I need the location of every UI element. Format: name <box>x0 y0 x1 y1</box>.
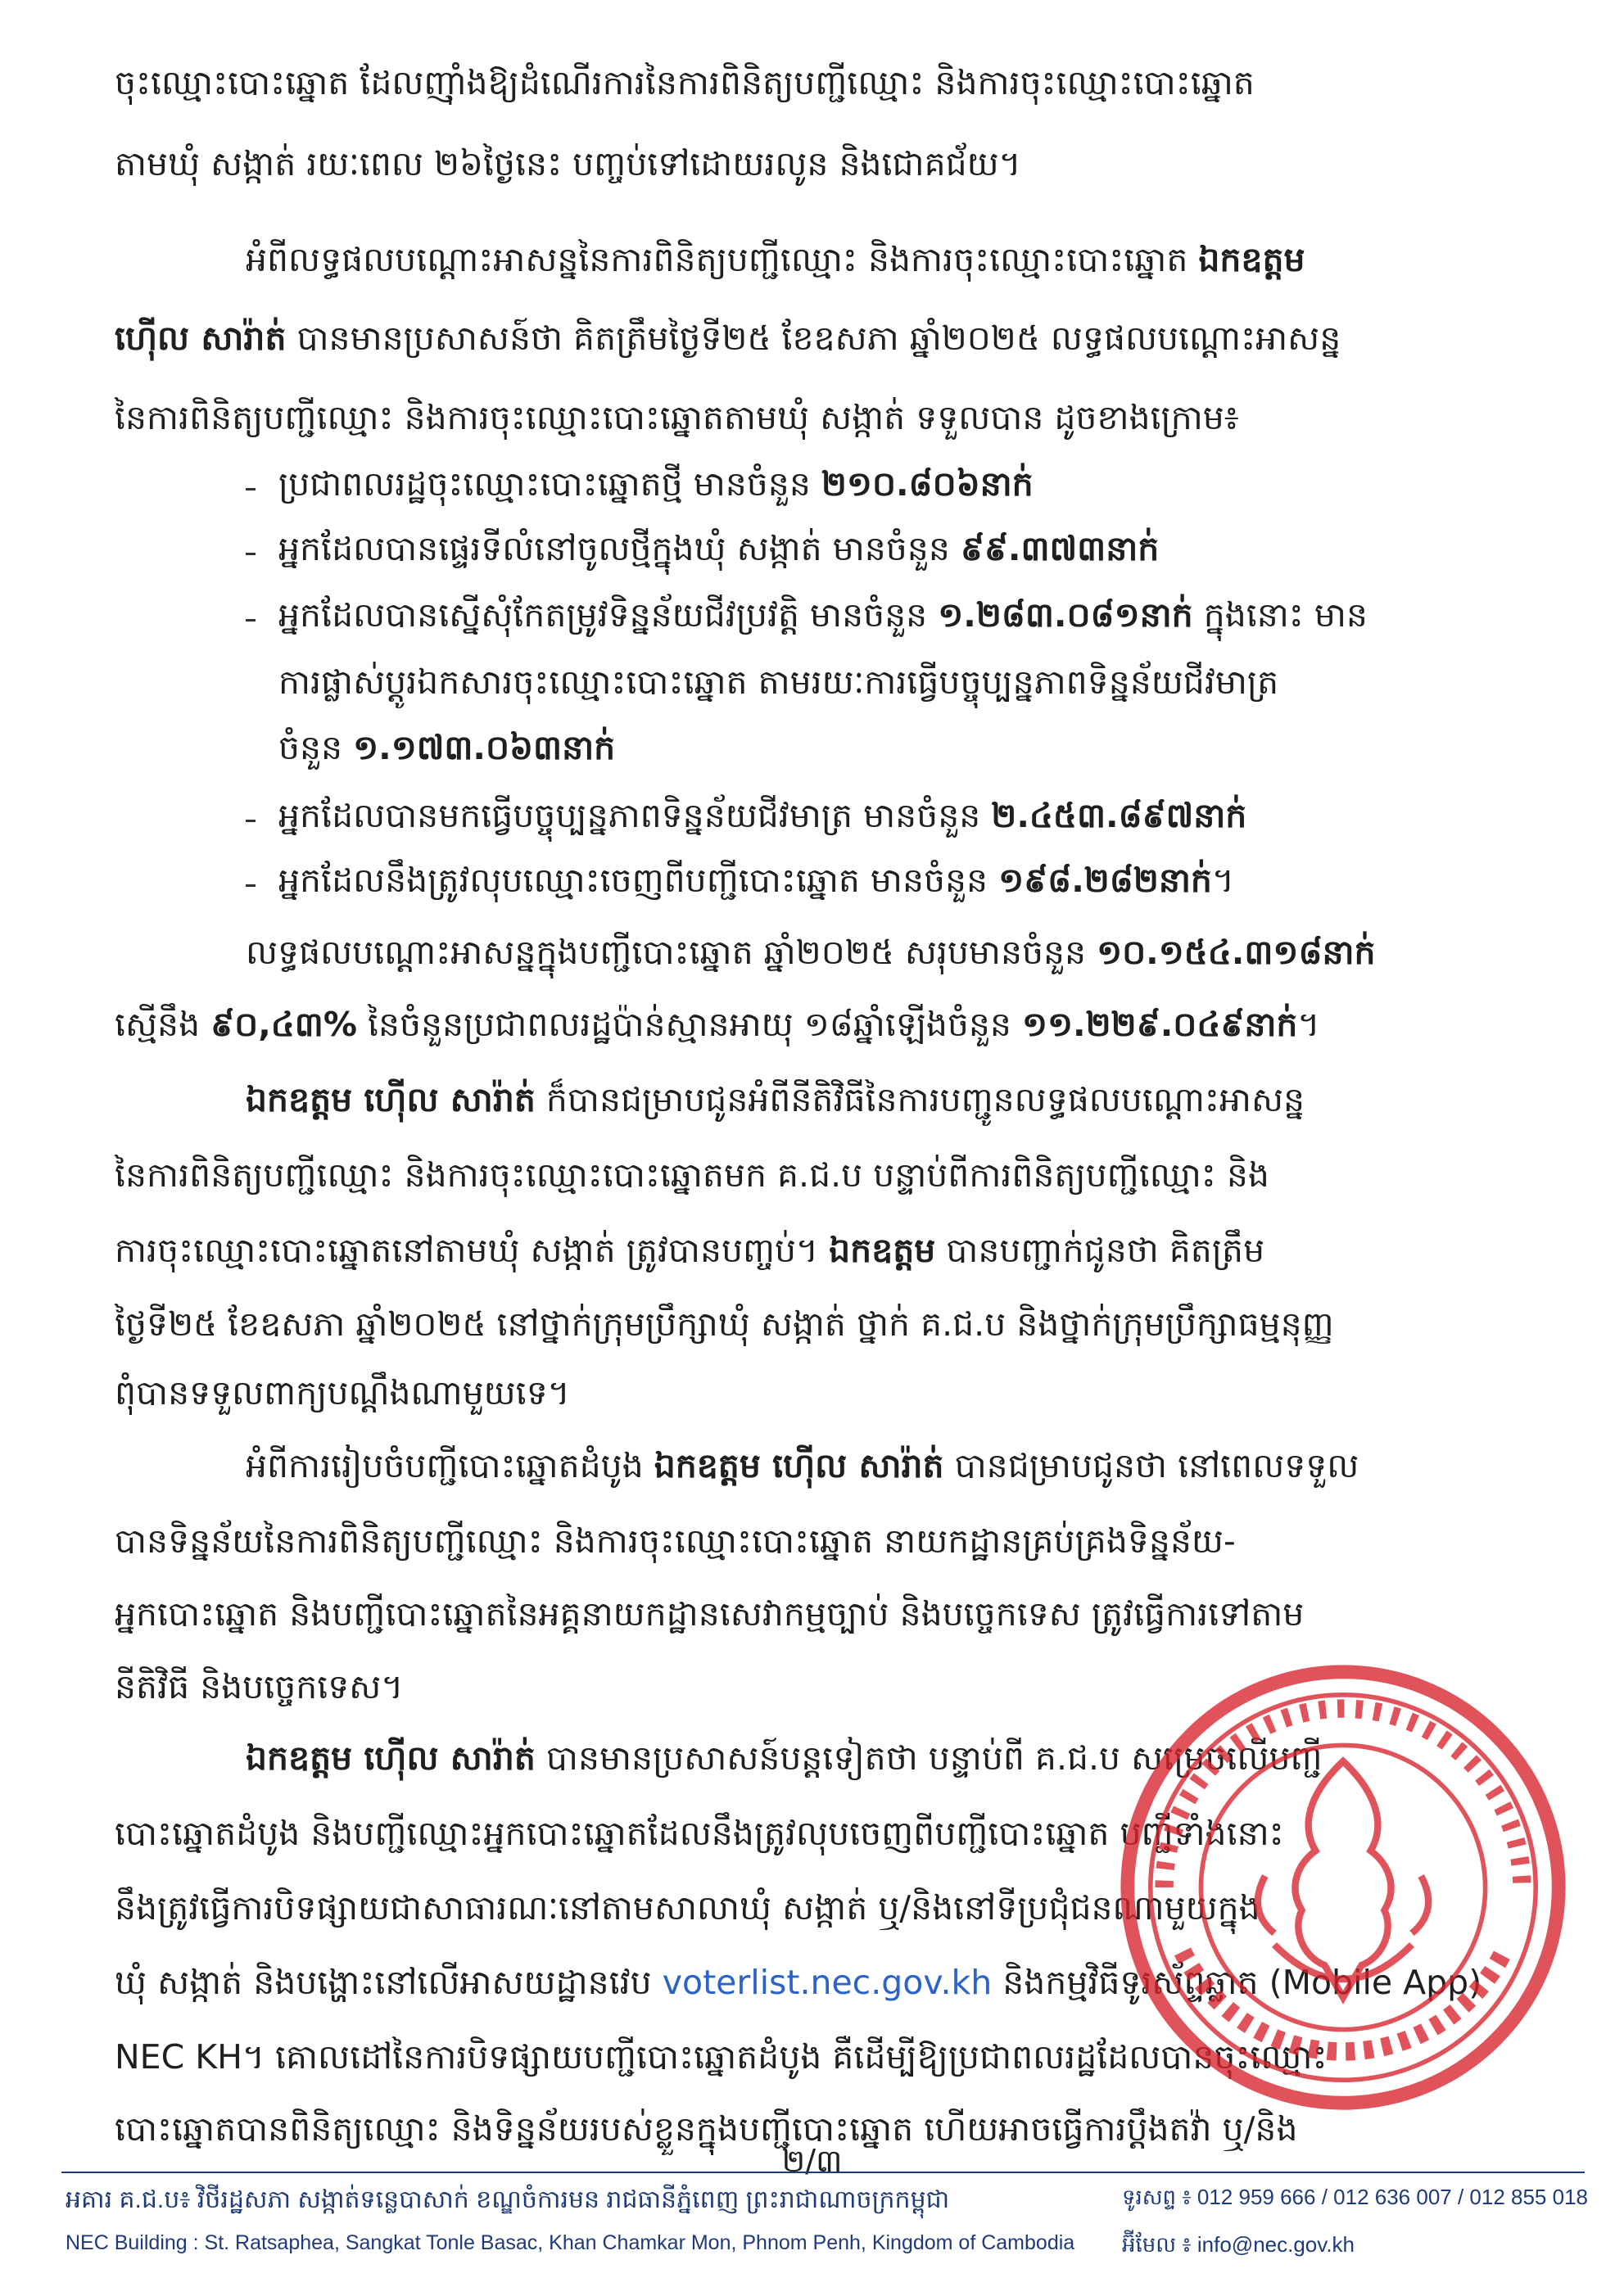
paragraph-line <box>115 1372 570 1414</box>
bullet-dash <box>246 884 256 887</box>
text-segment: ។ <box>1297 1005 1320 1044</box>
emphasis-text: ៩៩.៣៧៣នាក់ <box>960 529 1160 568</box>
emphasis-text: ឯកឧត្តម <box>1198 240 1305 279</box>
text-segment: អ្នកដែលបានផ្ទេរទីលំនៅចូលថ្មីក្នុងឃុំ សង្កាត់ មានចំនួន <box>278 529 961 568</box>
bullet-dash <box>246 553 256 555</box>
bullet-item-line <box>278 594 1368 636</box>
text-segment: អំពីលទ្ធផលបណ្ដោះអាសន្ននៃការពិនិត្យបញ្ជីឈ្មោះ និងការចុះឈ្មោះបោះឆ្នោត <box>246 240 1199 279</box>
paragraph-line <box>115 62 1255 104</box>
text-segment: ចុះឈ្មោះបោះឆ្នោត ដែលញ៉ាំងឱ្យដំណើរការនៃការពិនិត្យបញ្ជីឈ្មោះ និងការចុះឈ្មោះបោះឆ្នោត <box>115 63 1255 102</box>
text-segment: បោះឆ្នោតដំបូង និងបញ្ជីឈ្មោះអ្នកបោះឆ្នោតដែលនឹងត្រូវលុបចេញពីបញ្ជីបោះឆ្នោត បញ្ជីទាំងនោះ <box>115 1814 1284 1853</box>
text-segment: ពុំបានទទួលពាក្យបណ្ដឹងណាមួយទេ។ <box>115 1373 570 1412</box>
official-seal-icon <box>1114 1658 1572 2117</box>
text-segment: ក្នុងនោះ មាន <box>1192 595 1368 635</box>
paragraph-line <box>115 318 1341 359</box>
text-segment: និងកម្មវិធីទូរស័ព្ទឆ្លាត (Mobile App) <box>992 1963 1482 2002</box>
text-segment: នីតិវិធី និងបច្ចេកទេស។ <box>115 1667 404 1706</box>
bullet-item-line <box>278 795 1246 837</box>
bullet-item-line <box>278 860 1234 902</box>
emphasis-text: ឯកឧត្តម <box>829 1231 936 1270</box>
paragraph-line <box>278 662 1278 703</box>
bullet-dash <box>246 820 256 822</box>
text-segment: បោះឆ្នោតបានពិនិត្យឈ្មោះ និងទិន្នន័យរបស់ខ្លួនក្នុងបញ្ជីបោះឆ្នោត ហើយអាចធ្វើការប្ដឹងតវ៉ា ឬ/និង <box>115 2109 1298 2149</box>
paragraph-line <box>115 1155 1269 1196</box>
text-segment: ក៏បានជម្រាបជូនអំពីនីតិវិធីនៃការបញ្ជូនលទ្ធផលបណ្ដោះអាសន្ន <box>535 1080 1305 1119</box>
text-segment: បានជម្រាបជូនថា នៅពេលទទួល <box>943 1446 1359 1485</box>
text-segment: អ្នកបោះឆ្នោត និងបញ្ជីបោះឆ្នោតនៃអគ្គនាយកដ្ឋានសេវាកម្មច្បាប់ និងបច្ចេកទេស ត្រូវធ្វើការទៅតាម <box>115 1594 1305 1634</box>
text-segment: អ្នកដែលនឹងត្រូវលុបឈ្មោះចេញពីបញ្ជីបោះឆ្នោត មានចំនួន <box>278 861 999 900</box>
emphasis-text: ឯកឧត្តម ហ៊ើល សារ៉ាត់ <box>654 1446 944 1485</box>
paragraph-line <box>246 239 1305 281</box>
emphasis-text: ១.២៨៣.០៨១នាក់ <box>938 595 1193 635</box>
paragraph-line <box>246 1445 1359 1487</box>
paragraph-line <box>115 1887 1260 1929</box>
paragraph-line <box>278 727 615 769</box>
text-segment: បានទិន្នន័យនៃការពិនិត្យបញ្ជីឈ្មោះ និងការចុះឈ្មោះបោះឆ្នោត នាយកដ្ឋានគ្រប់គ្រងទិន្នន័យ- <box>115 1521 1236 1561</box>
text-segment: ប្រជាពលរដ្ឋចុះឈ្មោះបោះឆ្នោតថ្មី មានចំនួន <box>278 464 821 504</box>
emphasis-text: ១១.២២៩.០៤៩នាក់ <box>1021 1005 1298 1044</box>
text-segment: អំពីការរៀបចំបញ្ជីបោះឆ្នោតដំបូង <box>246 1446 654 1485</box>
footer-address-km: អគារ គ.ជ.ប៖ វិថីរដ្ឋសភា សង្កាត់ទន្លេបាសាក់ ខណ្ឌចំការមន រាជធានីភ្នំពេញ ព្រះរាជាណាចក្រកម្ពុជា <box>66 2186 950 2213</box>
text-segment: នឹងត្រូវធ្វើការបិទផ្សាយជាសាធារណៈនៅតាមសាលាឃុំ សង្កាត់ ឬ/និងនៅទីប្រជុំជនណាមួយក្នុង <box>115 1888 1260 1928</box>
text-segment: ការចុះឈ្មោះបោះឆ្នោតនៅតាមឃុំ សង្កាត់ ត្រូវបានបញ្ចប់។ <box>115 1231 830 1270</box>
emphasis-text: ១.១៧៣.០៦៣នាក់ <box>353 728 616 767</box>
text-segment: នៃការពិនិត្យបញ្ជីឈ្មោះ និងការចុះឈ្មោះបោះឆ្នោតមក គ.ជ.ប បន្ទាប់ពីការពិនិត្យបញ្ជីឈ្មោះ និង <box>115 1155 1269 1195</box>
paragraph-line <box>115 1813 1284 1855</box>
paragraph-line <box>246 932 1376 974</box>
text-segment: បានមានប្រសាសន៍ថា គិតត្រឹមថ្ងៃទី២៥ ខែឧសភា ឆ្នាំ២០២៥ លទ្ធផលបណ្ដោះអាសន្ន <box>286 319 1341 358</box>
text-segment: អ្នកដែលបានមកធ្វើបច្ចុប្បន្នភាពទិន្នន័យជីវមាត្រ មានចំនួន <box>278 796 992 835</box>
paragraph-line <box>115 143 1021 185</box>
emphasis-text: ១៩៨.២៨២នាក់ <box>998 861 1212 900</box>
paragraph-line <box>115 1004 1319 1046</box>
bullet-dash <box>246 488 256 490</box>
voterlist-link[interactable]: voterlist.nec.gov.kh <box>662 1963 993 2002</box>
emphasis-text: ៩០,៤៣% <box>210 1005 357 1044</box>
emphasis-text: ឯកឧត្តម ហ៊ើល សារ៉ាត់ <box>246 1080 536 1119</box>
text-segment: ថ្ងៃទី២៥ ខែឧសភា ឆ្នាំ២០២៥ នៅថ្នាក់ក្រុមប្រឹក្សាឃុំ សង្កាត់ ថ្នាក់ គ.ជ.ប និងថ្នាក់ក្រុមប្រឹក្សាធម្មនុញ្ញ <box>115 1304 1334 1344</box>
footer-divider <box>61 2172 1585 2173</box>
text-segment: អ្នកដែលបានស្នើសុំកែតម្រូវទិន្នន័យជីវប្រវត្តិ មានចំនួន <box>278 595 939 635</box>
bullet-item-line <box>278 463 1034 505</box>
text-segment: ការផ្លាស់ប្ដូរឯកសារចុះឈ្មោះបោះឆ្នោត តាមរយៈការធ្វើបច្ចុប្បន្នភាពទិន្នន័យជីវមាត្រ <box>278 662 1279 702</box>
text-segment: ស្មើនឹង <box>115 1005 211 1044</box>
footer-email: អ៊ីមែល ៖ info@nec.gov.kh <box>1122 2232 1355 2257</box>
text-segment: ។ <box>1211 861 1234 900</box>
footer-phone: ទូរសព្ទ ៖ 012 959 666 / 012 636 007 / 012 855 018 <box>1122 2185 1588 2209</box>
emphasis-text: ១០.១៥៤.៣១៨នាក់ <box>1097 933 1376 972</box>
footer-address-en: NEC Building : St. Ratsaphea, Sangkat Tonle Basac, Khan Chamkar Mon, Phnom Penh, Kingdom of Cambodia <box>66 2231 1075 2254</box>
emphasis-text: ហ៊ើល សារ៉ាត់ <box>115 319 287 358</box>
text-segment: លទ្ធផលបណ្ដោះអាសន្នក្នុងបញ្ជីបោះឆ្នោត ឆ្នាំ២០២៥ សរុបមានចំនួន <box>246 933 1097 972</box>
paragraph-line <box>115 1304 1334 1345</box>
paragraph-line <box>246 1079 1305 1121</box>
paragraph-line <box>115 1593 1304 1635</box>
text-segment: បានបញ្ជាក់ជូនថា គិតត្រឹម <box>935 1231 1265 1270</box>
bullet-dash <box>246 619 256 621</box>
paragraph-line <box>115 1666 403 1708</box>
text-segment: បានមានប្រសាសន៍បន្តទៀតថា បន្ទាប់ពី គ.ជ.ប សម្រេចលើបញ្ជី <box>535 1738 1323 1778</box>
emphasis-text: ២១០.៨០៦នាក់ <box>821 464 1034 504</box>
bullet-item-line <box>278 528 1159 570</box>
text-segment: ឃុំ សង្កាត់ និងបង្ហោះនៅលើអាសយដ្ឋានវេប <box>115 1963 663 2002</box>
text-segment: តាមឃុំ សង្កាត់ រយៈពេល ២៦ថ្ងៃនេះ បញ្ចប់ទៅដោយរលូន និងជោគជ័យ។ <box>115 144 1021 183</box>
emphasis-text: ២.៤៥៣.៨៩៧នាក់ <box>991 796 1247 835</box>
text-segment: នៃការពិនិត្យបញ្ជីឈ្មោះ និងការចុះឈ្មោះបោះឆ្នោតតាមឃុំ សង្កាត់ ទទួលបាន ដូចខាងក្រោម៖ <box>115 398 1239 437</box>
paragraph-line <box>115 1230 1264 1272</box>
page-number: ២/៣ <box>781 2143 843 2179</box>
text-segment: ចំនួន <box>278 728 354 767</box>
paragraph-line <box>115 1521 1236 1562</box>
emphasis-text: ឯកឧត្តម ហ៊ើល សារ៉ាត់ <box>246 1738 536 1778</box>
text-segment: នៃចំនួនប្រជាពលរដ្ឋប៉ាន់ស្មានអាយុ ១៨ឆ្នាំឡើងចំនួន <box>356 1005 1022 1044</box>
text-segment: NEC KH។ គោលដៅនៃការបិទផ្សាយបញ្ជីបោះឆ្នោតដំបូង គឺដើម្បីឱ្យប្រជាពលរដ្ឋដែលបានចុះឈ្មោះ <box>115 2037 1328 2077</box>
paragraph-line <box>115 397 1239 439</box>
